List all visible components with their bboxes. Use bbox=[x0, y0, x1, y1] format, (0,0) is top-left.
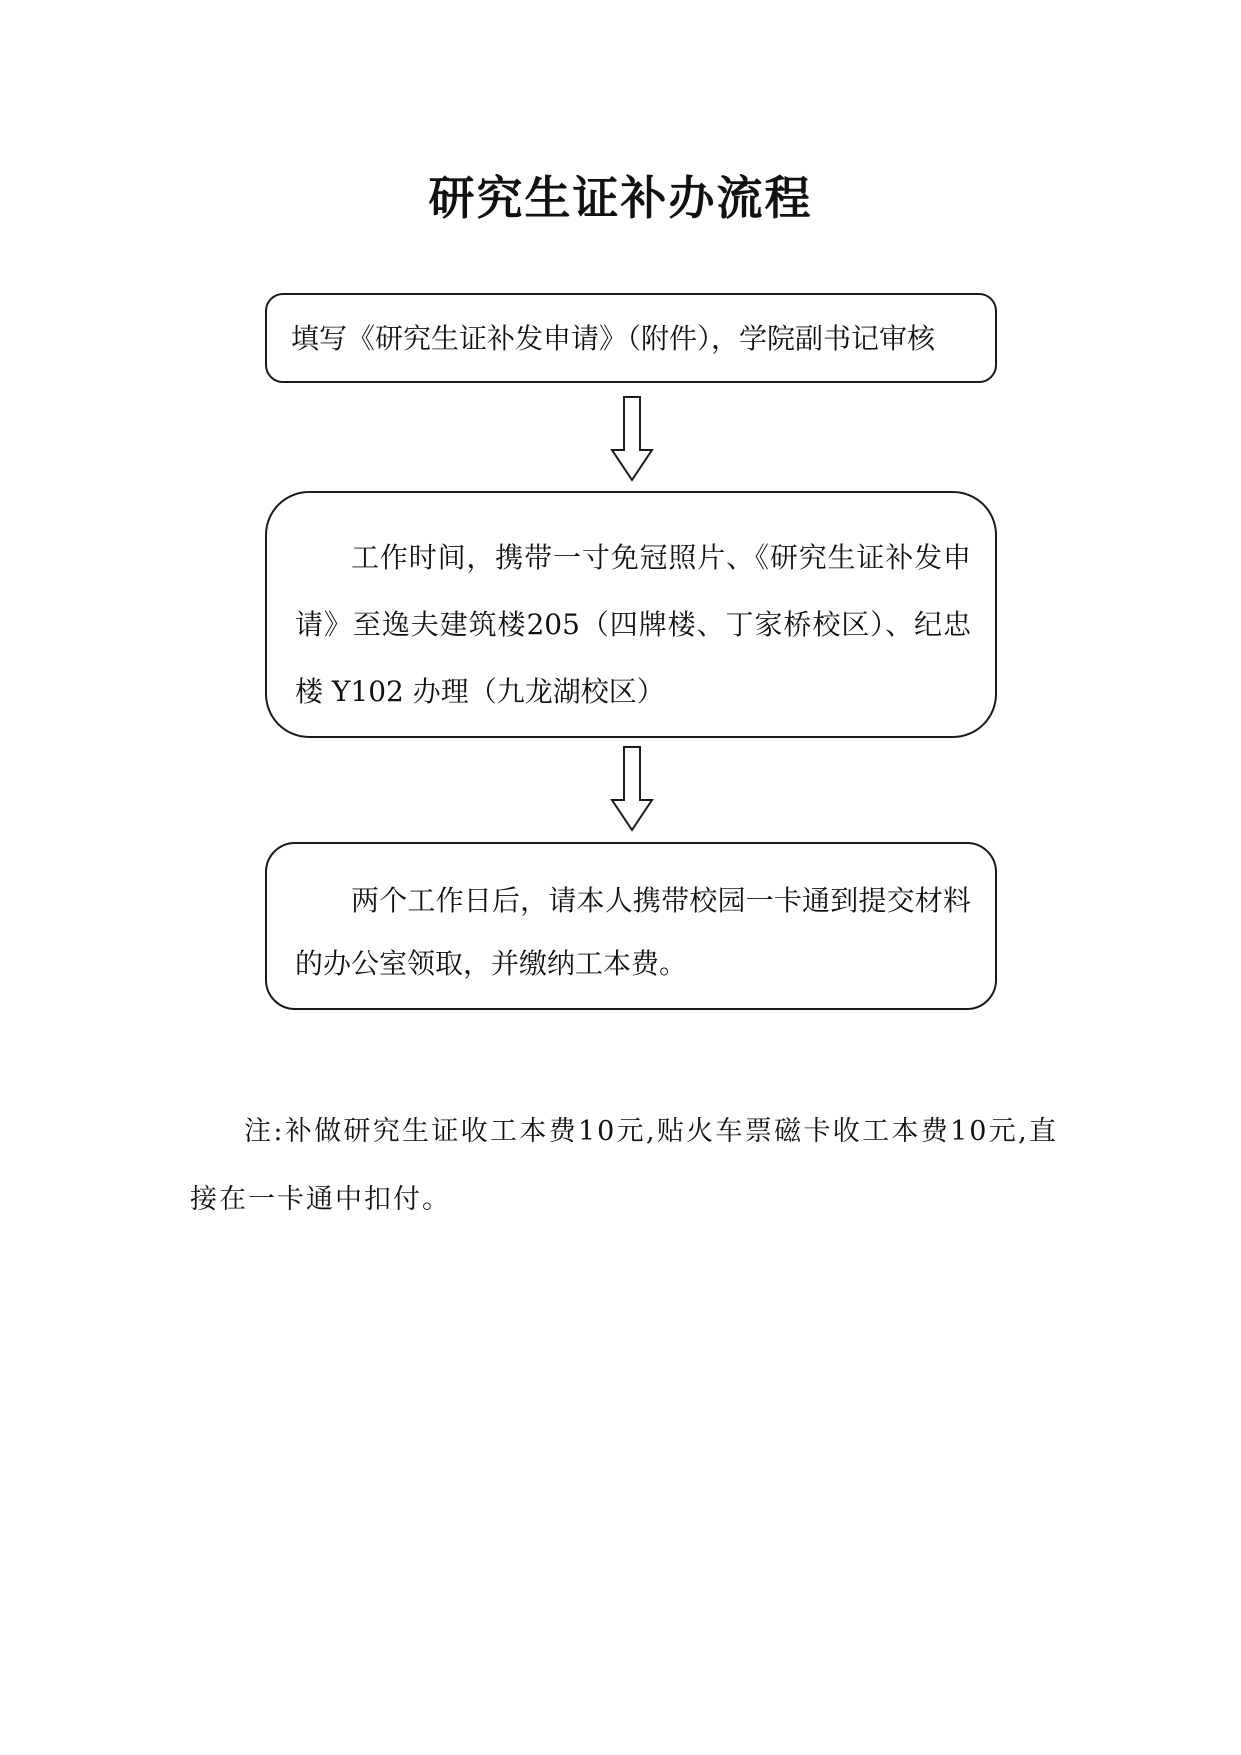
flow-step-3 bbox=[265, 842, 997, 1010]
fee-note: 注:补做研究生证收工本费10元,贴火车票磁卡收工本费10元,直接在一卡通中扣付。 bbox=[190, 1116, 1058, 1215]
flow-step-2-text: 工作时间，携带一寸免冠照片、《研究生证补发申请》至逸夫建筑楼205（四牌楼、丁家桥校区）、纪忠楼 Y102 办理（九龙湖校区） bbox=[295, 541, 971, 708]
flow-step-1-text: 填写《研究生证补发申请》（附件），学院副书记审核 bbox=[291, 322, 936, 355]
flow-step-3-text: 两个工作日后，请本人携带校园一卡通到提交材料的办公室领取，并缴纳工本费。 bbox=[295, 884, 971, 980]
down-arrow-icon bbox=[610, 746, 654, 832]
down-arrow-icon bbox=[610, 396, 654, 482]
flow-step-2 bbox=[265, 491, 997, 738]
page-title: 研究生证补办流程 bbox=[428, 171, 813, 225]
flow-step-1 bbox=[265, 293, 997, 383]
